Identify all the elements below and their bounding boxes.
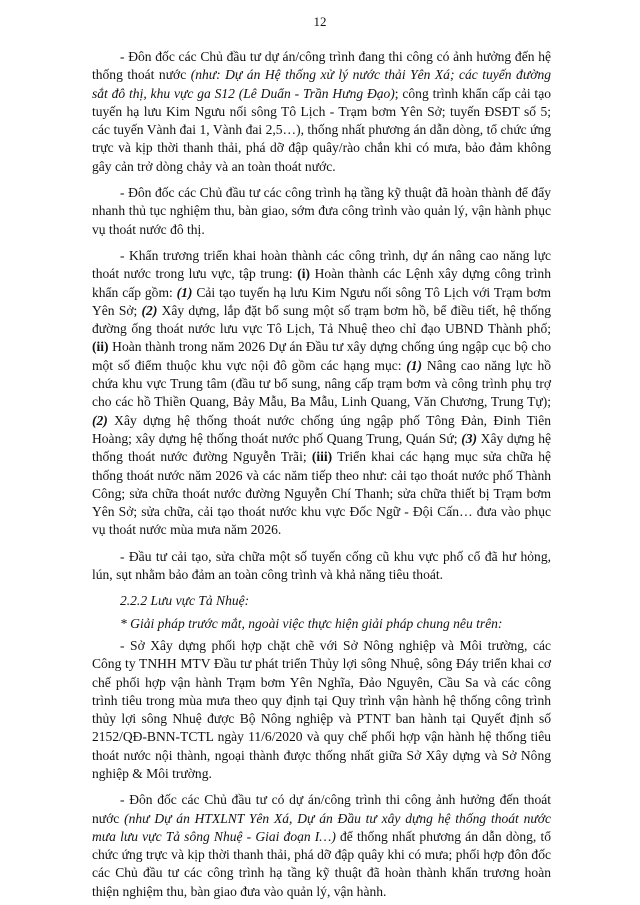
paragraph-text: Hoàn thành trong năm 2026 Dự án Đầu tư xây dựng chống úng ngập cục bộ cho một số điểm thuộc khu vực nội đô gồm các hạng mục: (92, 339, 551, 373)
item-marker: (3) (461, 430, 477, 446)
page-number: 12 (313, 14, 327, 29)
paragraph-acceptance-handover: - Đôn đốc các Chủ đầu tư các công trình hạ tầng kỹ thuật đã hoàn thành để đẩy nhanh thủ tục nghiệm thu, bàn giao, sớm đưa công trình vào quản lý, vận hành phục vụ thoát nước đô thị. (92, 185, 551, 237)
item-marker: (1) (406, 357, 423, 373)
paragraph-capacity-projects (92, 247, 551, 540)
paragraph-text: - Khẩn trương triển khai hoàn thành các công trình, dự án nâng cao năng lực thoát nước trong lưu vực, tập trung: (92, 247, 551, 282)
item-marker: (iii) (311, 449, 333, 465)
paragraph-text: ; công trình khẩn cấp cải tạo tuyến hạ lưu Kim Ngưu nối sông Tô Lịch - Trạm bơm Yên Sở; tuyến ĐSĐT số 5; các tuyến Vành đai 1, Vành đai 2,5…), thống nhất phương án dẫn dòng, tổ chức ứng trực và kịp thời thanh thải, phá dỡ đập quây/rào chắn khi có mưa, bảo đảm không gây cản trở dòng chảy và an toàn thoát nước. (92, 85, 551, 174)
paragraph-italic-text: (như Dự án HTXLNT Yên Xá, Dự án Đầu tư xây dựng hệ thống thoát nước mưa lưu vực Tả sông Nhuệ - Giai đoạn I…) (92, 810, 551, 844)
paragraph-construction-coordination (92, 48, 551, 176)
paragraph-investor-coordination (92, 791, 551, 901)
paragraph-text: Xây dựng hệ thống thoát nước đường Nguyễn Trãi; (92, 430, 551, 465)
paragraph-text: để thống nhất phương án dẫn dòng, tổ chức ứng trực và kịp thời thanh thải, phá dỡ đập quây khi có mưa; phối hợp đôn đốc các Chủ đầu tư các công trình hạ tầng kỹ thuật đã hoàn thành khẩn trương hoàn thiện nghiệm thu, bàn giao đưa vào quản lý, vận hành. (92, 828, 551, 899)
paragraph-old-sewer-repair: - Đầu tư cải tạo, sửa chữa một số tuyến cống cũ khu vực phố cổ đã hư hỏng, lún, sụt nhằm bảo đảm an toàn công trình và khả năng tiêu thoát. (92, 548, 551, 583)
sub-heading: * Giải pháp trước mắt, ngoài việc thực hiện giải pháp chung nêu trên: (120, 615, 503, 631)
paragraph-text: Xây dựng hệ thống thoát nước chống úng ngập phố Tông Đản, Đinh Tiên Hoàng; xây dựng hệ thống thoát nước phố Quang Trung, Quán Sứ; (92, 412, 551, 446)
item-marker: (2) (92, 412, 108, 428)
paragraph-text: Triển khai các hạng mục sửa chữa hệ thống thoát nước năm 2026 và các năm tiếp theo như: cải tạo thoát nước phố Thành Công; sửa chữa thoát nước đường Nguyễn Chí Thanh; sửa chữa thiết bị Trạm bơm Yên Sở; sửa chữa, cải tạo thoát nước khu vực Đốc Ngữ - Đội Cấn… đưa vào phục vụ thoát nước mùa mưa năm 2026. (92, 449, 551, 538)
item-marker: (1) (176, 284, 193, 300)
section-heading: 2.2.2 Lưu vực Tả Nhuệ: (120, 593, 250, 609)
paragraph-text: Hoàn thành các Lệnh xây dựng công trình khẩn cấp gồm: (92, 266, 551, 300)
item-marker: (i) (297, 266, 311, 282)
item-marker: (ii) (92, 339, 109, 355)
paragraph-text: - Đôn đốc các Chủ đầu tư có dự án/công trình thi công ảnh hưởng đến thoát nước (92, 792, 551, 826)
paragraph-italic-text: (như: Dự án Hệ thống xử lý nước thải Yên Xá; các tuyến đường sắt đô thị, khu vực ga S12 (Lê Duẩn - Trần Hưng Đạo) (92, 67, 551, 101)
paragraph-text: Nâng cao năng lực hồ chứa khu vực Trung tâm (đầu tư bổ sung, nâng cấp trạm bơm và công trình phụ trợ cho các hồ Thiền Quang, Bảy Mẫu, Ba Mẫu, Linh Quang, Văn Chương, Trung Tự); (92, 357, 551, 410)
paragraph-text: - Đôn đốc các Chủ đầu tư dự án/công trình đang thi công có ảnh hưởng đến hệ thống thoát nước (92, 49, 551, 83)
paragraph-interagency-coordination: - Sở Xây dựng phối hợp chặt chẽ với Sở Nông nghiệp và Môi trường, các Công ty TNHH MTV Đầu tư phát triển Thủy lợi sông Nhuệ, sông Đáy triển khai cơ chế phối hợp vận hành Trạm bơm Yên Nghĩa, Đảo Nguyên, Cầu Sa và các công trình tiêu trong mùa mưa theo quy định tại Quy trình vận hành hệ thống công trình thủy lợi sông Nhuệ được Bộ Nông nghiệp và PTNT ban hành tại Quyết định số 2152/QĐ-BNN-TCTL ngày 11/6/2020 và quy chế phối hợp vận hành hệ thống tiêu thoát nước nội thành, ngoại thành được thống nhất giữa Sở Xây dựng và Sở Nông nghiệp & Môi trường. (92, 637, 551, 781)
item-marker: (2) (141, 302, 158, 318)
paragraph-text: Cải tạo tuyến hạ lưu Kim Ngưu nối sông Tô Lịch với Trạm bơm Yên Sở; (92, 284, 552, 318)
page-content (92, 48, 551, 901)
paragraph-text: Xây dựng, lắp đặt bổ sung một số trạm bơm hồ, bể điều tiết, hệ thống đường ống thoát nước lưu vực Tô Lịch, Tả Nhuệ theo chỉ đạo UBND Thành phố; (92, 302, 552, 337)
